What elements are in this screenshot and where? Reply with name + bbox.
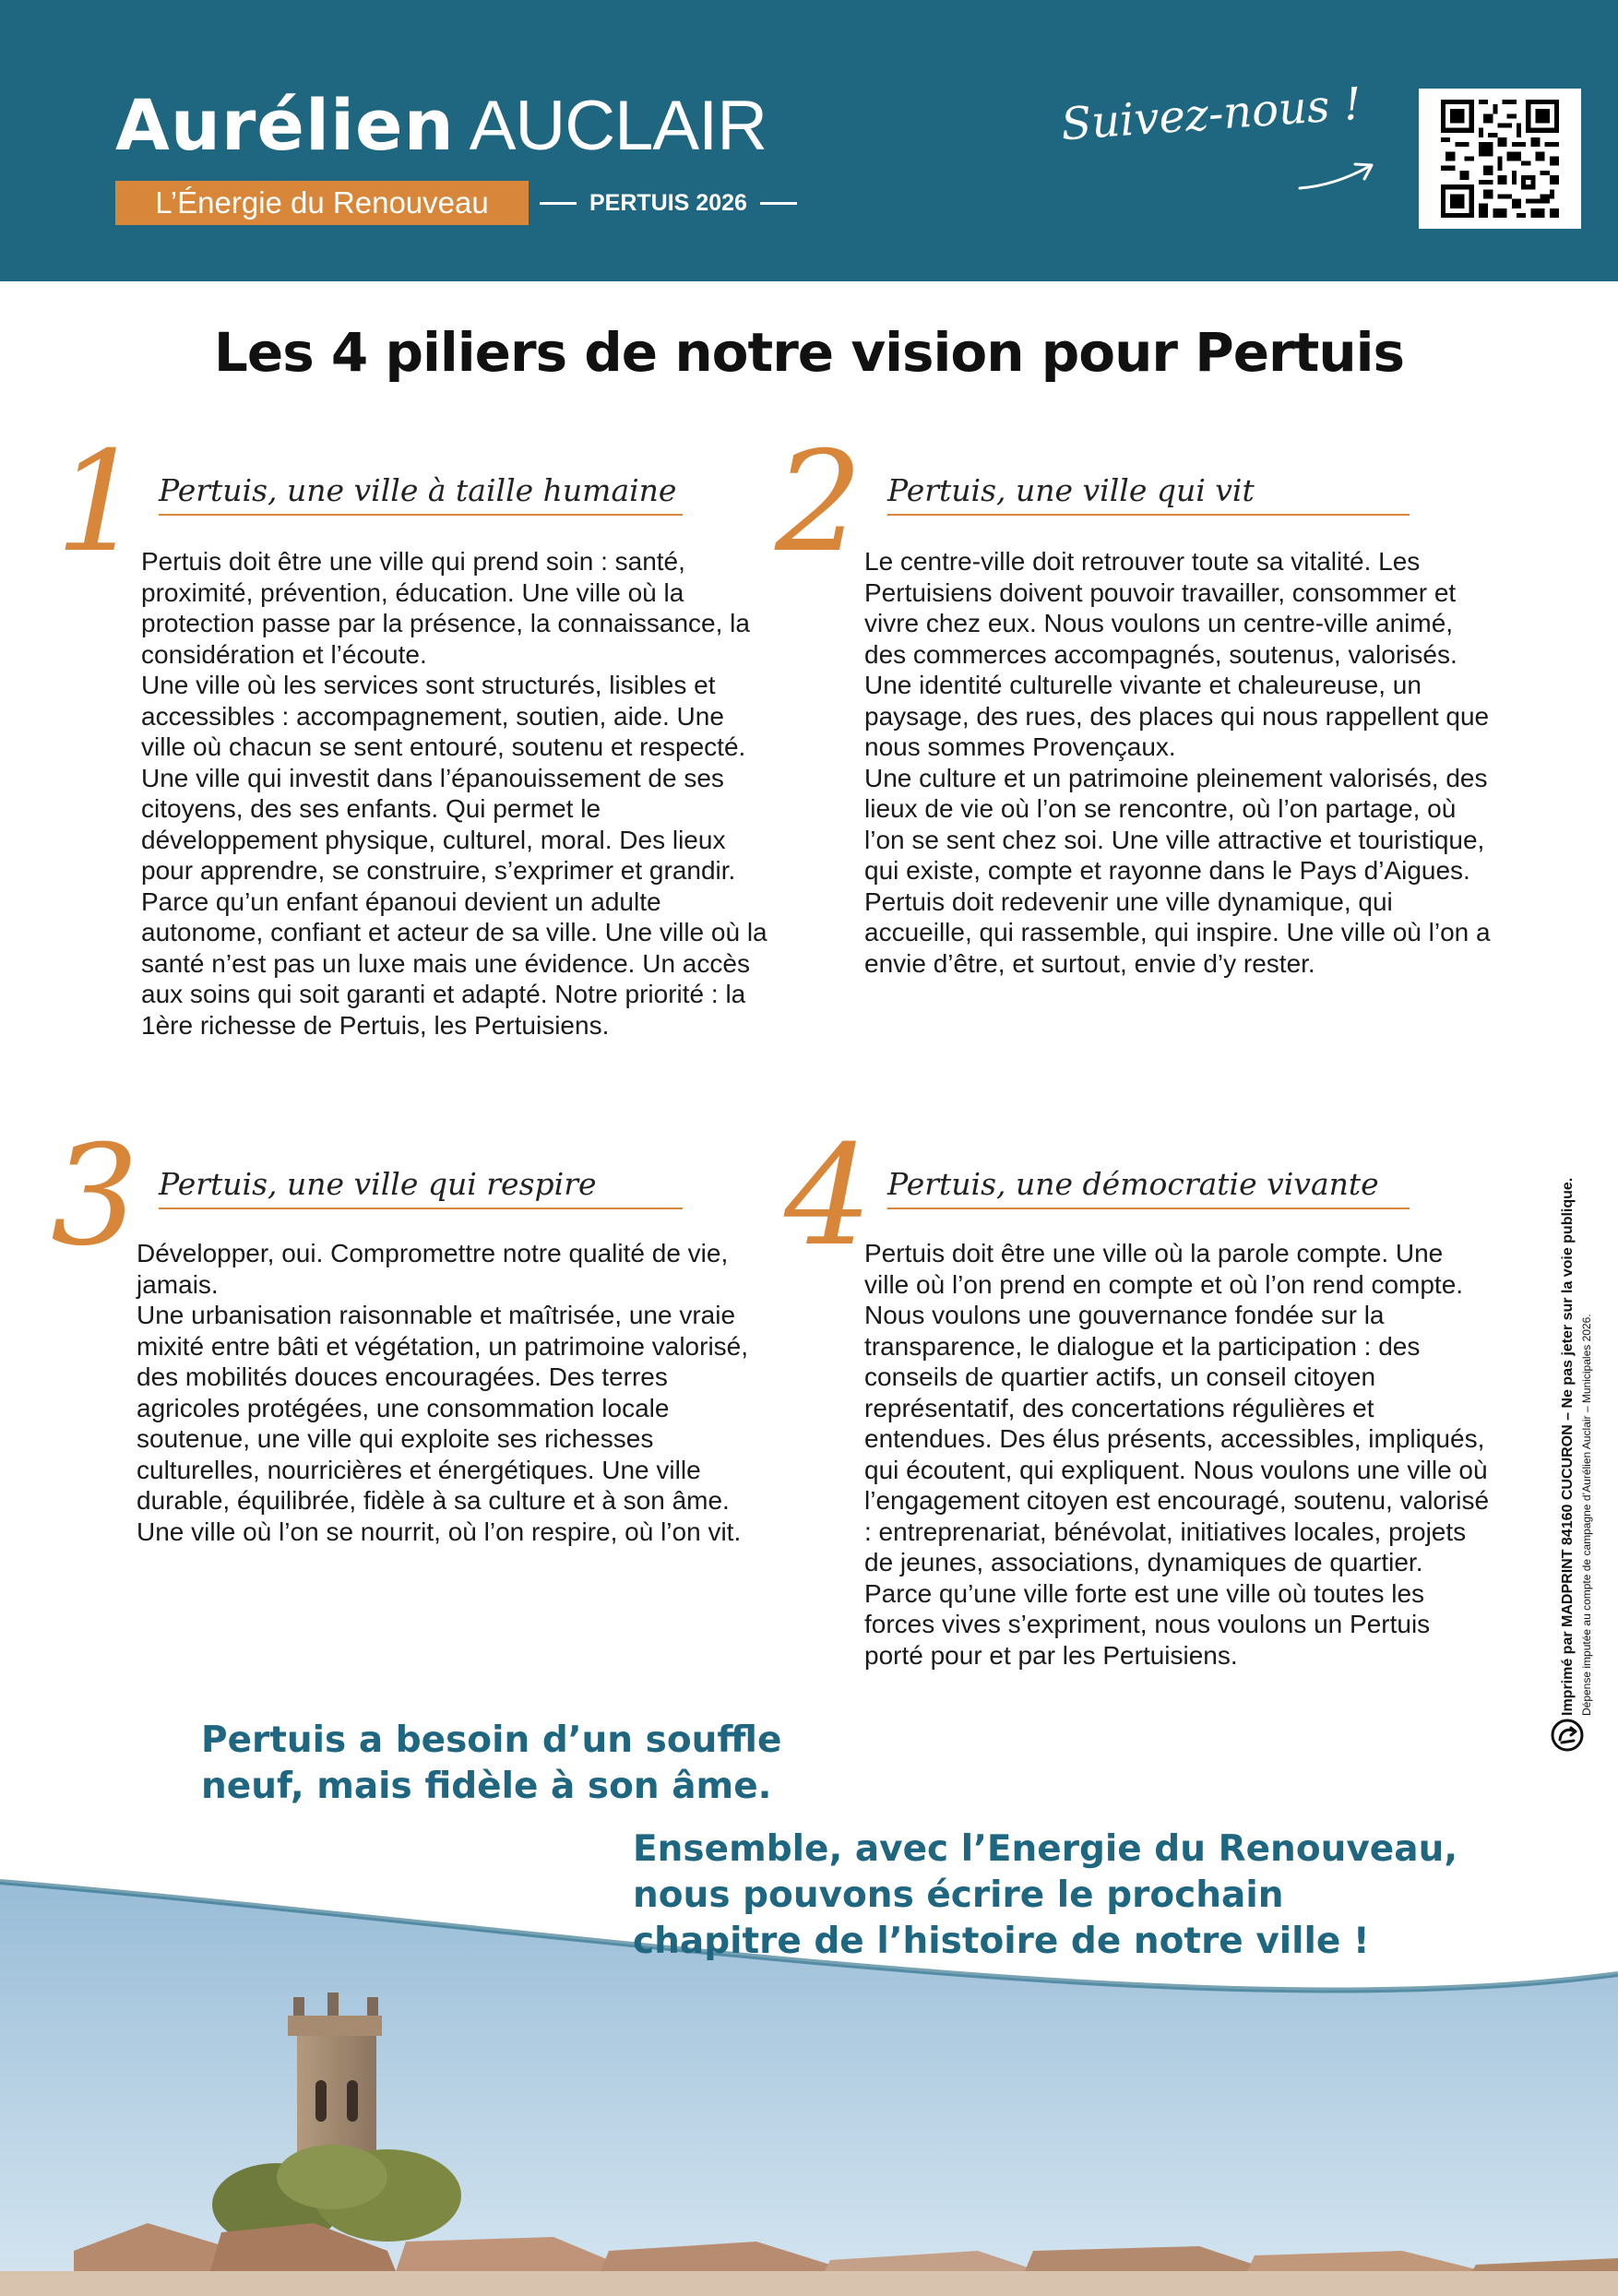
arrow-icon (1296, 155, 1379, 196)
pillar-3-title: Pertuis, une ville qui respire (159, 1166, 683, 1209)
pillar-1-paragraph: Une ville où les services sont structurés, lisibles et accessibles : accompagnement, soutien, aide. Une ville où chacun se sent entouré, soutenu et respecté. Une ville qui investit dans l’épanouissement de ses citoyens, des ses enfants. Qui permet le développement physique, culturel, moral. Des lieux pour apprendre, se construire, s’exprimer et grandir. (141, 671, 746, 885)
callout-ensemble (633, 1826, 1555, 1965)
dash-left (540, 202, 577, 205)
pillar-1-text (141, 546, 768, 1041)
tagline-badge: L’Énergie du Renouveau (115, 181, 529, 225)
candidate-first-name: Aurélien (115, 84, 455, 166)
pillar-2-paragraph: qui existe, compte et rayonne dans le Pays d’Aigues. Pertuis doit redevenir une ville dynamique, qui accueille, qui rassemble, qui inspire. Une ville où l’on a envie d’être, et surtout, envie d’y rester. (864, 856, 1491, 978)
header-banner (0, 0, 1618, 281)
callout-line: Pertuis a besoin d’un souffle (201, 1719, 782, 1761)
legal-notice (1559, 1070, 1593, 1716)
pillar-4-paragraph: Pertuis doit être une ville où la parole compte. Une ville où l’on prend en compte et où l’on rend compte. Nous voulons une gouvernance fondée sur la transparence, le dialogue et la participation : des conseils de quartier actifs, un conseil citoyen représentatif, des concertations régulières et entendues. Des élus présents, accessibles, impliqués, qui écoutent, qui expliquent. Nous voulons une ville où l’engagement citoyen est encouragé, soutenu, valorisé : entreprenariat, bénévolat, initiatives locales, projets de jeunes, associations, dynamiques de quartier. Parce qu’une ville forte est une ville où toutes les forces vives s’expriment, nous voulons un Pertuis porté pour et par les Pertuisiens. (864, 1239, 1490, 1670)
pillar-3-number: 3 (51, 1116, 139, 1277)
qr-code[interactable] (1419, 89, 1581, 229)
pillar-1-paragraph: Pertuis doit être une ville qui prend soin : santé, proximité, prévention, éducation. Une ville où la protection passe par la présence, la connaissance, la considération et l’écoute. (141, 547, 750, 669)
pillar-3-text (137, 1238, 764, 1547)
callout-line: nous pouvons écrire le prochain (633, 1874, 1284, 1916)
pillar-1-title: Pertuis, une ville à taille humaine (159, 472, 683, 516)
callout-line: Ensemble, avec l’Energie du Renouveau, (633, 1828, 1458, 1870)
candidate-name (115, 84, 767, 166)
qr-code-icon (1441, 100, 1559, 218)
pillar-3-paragraph: Développer, oui. Compromettre notre qualité de vie, jamais. (137, 1239, 729, 1299)
callout-line: neuf, mais fidèle à son âme. (201, 1766, 772, 1807)
edition-text: PERTUIS 2026 (589, 190, 747, 216)
recycle-icon (1550, 1718, 1585, 1753)
pillar-2-paragraph: Le centre-ville doit retrouver toute sa vitalité. Les Pertuisiens doivent pouvoir travailler, consommer et vivre chez eux. Nous voulons un centre-ville animé, des commerces accompagnés, soutenus, valorisés. Une identité culturelle vivante et chaleureuse, un paysage, des rues, des places qui nous rappellent que nous sommes Provençaux. (864, 547, 1490, 761)
pillar-2-text (864, 546, 1492, 979)
pillar-2-number: 2 (775, 422, 863, 583)
main-title: Les 4 piliers de notre vision pour Pertuis (213, 321, 1405, 384)
follow-us-label: Suivez-nous ! (1059, 77, 1363, 151)
callout-line: chapitre de l’histoire de notre ville ! (633, 1921, 1370, 1962)
edition-label (540, 181, 797, 225)
legal-printer: Imprimé par MADPRINT 84160 CUCURON – Ne pas jeter sur la voie publique. (1560, 1177, 1576, 1716)
pillar-2-paragraph: Une culture et un patrimoine pleinement valorisés, des lieux de vie où l’on se rencontre, où l’on partage, où l’on se sent chez soi. Une ville attractive et touristique, (864, 763, 1488, 854)
pillar-4-text (864, 1238, 1492, 1671)
pillar-3-paragraph: Une urbanisation raisonnable et maîtrisée, une vraie mixité entre bâti et végétation, un patrimoine valorisé, des mobilités douces encouragées. Des terres agricoles protégées, une consommation locale soutenue, une ville qui exploite ses richesses culturelles, nourricières et énergétiques. Une ville durable, équilibrée, fidèle à sa culture et à son âme. Une ville où l’on se nourrit, où l’on respire, où l’on vit. (137, 1301, 749, 1546)
dash-right (760, 202, 797, 205)
candidate-last-name: AUCLAIR (469, 87, 767, 165)
pillar-4-number: 4 (784, 1116, 873, 1277)
pillar-2-title: Pertuis, une ville qui vit (887, 472, 1410, 516)
legal-expense: Dépense imputée au compte de campagne d’Aurélien Auclair – Municipales 2026. (1580, 1314, 1593, 1716)
pillar-1-paragraph: Parce qu’un enfant épanoui devient un adulte autonome, confiant et acteur de sa ville. Une ville où la santé n’est pas un luxe mais une évidence. Un accès aux soins qui soit garanti et adapté. Notre priorité : la 1ère richesse de Pertuis, les Pertuisiens. (141, 886, 767, 1040)
callout-souffle (201, 1718, 847, 1810)
pillar-4-title: Pertuis, une démocratie vivante (887, 1166, 1410, 1209)
pillar-1-number: 1 (55, 422, 144, 583)
